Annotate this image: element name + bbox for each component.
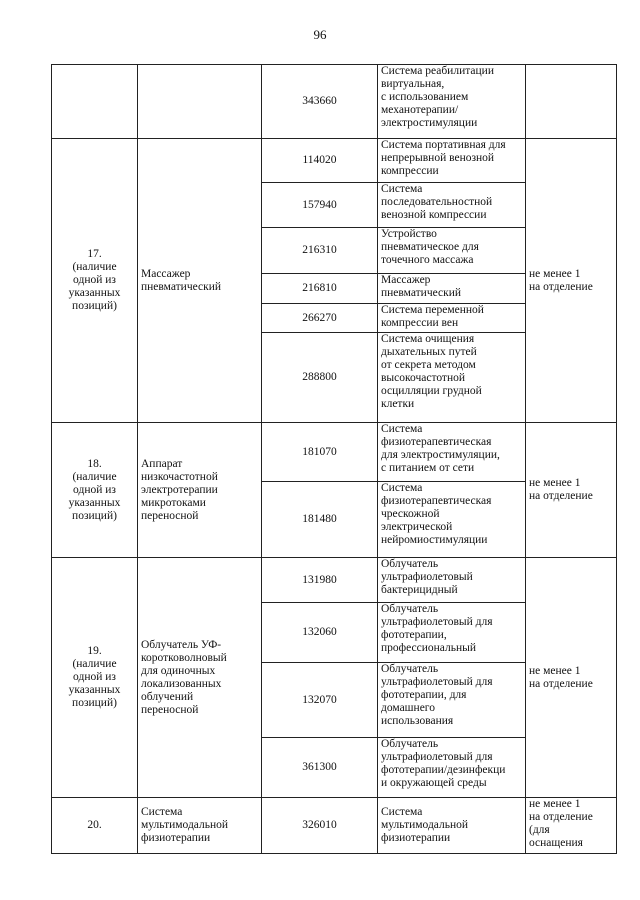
position-number-cell: [52, 65, 138, 139]
quantity-cell: не менее 1 на отделение: [526, 558, 617, 798]
quantity-cell: не менее 1 на отделение: [526, 139, 617, 423]
table-row: [52, 423, 617, 482]
position-number-cell: 18. (наличие одной из указанных позиций): [52, 423, 138, 558]
code-cell: 343660: [262, 65, 378, 139]
table-row: [52, 139, 617, 183]
position-number-cell: 17. (наличие одной из указанных позиций): [52, 139, 138, 423]
description-cell: Система мультимодальной физиотерапии: [378, 798, 526, 854]
code-cell: 181480: [262, 482, 378, 558]
code-cell: 181070: [262, 423, 378, 482]
table-row: [52, 65, 617, 139]
equipment-name-cell: [138, 65, 262, 139]
position-number-cell: 20.: [52, 798, 138, 854]
code-cell: 361300: [262, 738, 378, 798]
code-cell: 131980: [262, 558, 378, 603]
description-cell: Облучатель ультрафиолетовый бактерицидный: [378, 558, 526, 603]
description-cell: Система физиотерапевтическая для электростимуляции, с питанием от сети: [378, 423, 526, 482]
table-row: [52, 798, 617, 854]
code-cell: 157940: [262, 183, 378, 228]
equipment-name-cell: Массажер пневматический: [138, 139, 262, 423]
code-cell: 132070: [262, 663, 378, 738]
quantity-cell: [526, 65, 617, 139]
description-cell: Система последовательностной венозной компрессии: [378, 183, 526, 228]
quantity-cell: не менее 1 на отделение: [526, 423, 617, 558]
equipment-table: [51, 64, 617, 854]
code-cell: 132060: [262, 603, 378, 663]
equipment-name-cell: Система мультимодальной физиотерапии: [138, 798, 262, 854]
description-cell: Система портативная для непрерывной венозной компрессии: [378, 139, 526, 183]
description-cell: Система переменной компрессии вен: [378, 304, 526, 333]
equipment-name-cell: Аппарат низкочастотной электротерапии микротоками переносной: [138, 423, 262, 558]
code-cell: 216310: [262, 228, 378, 274]
code-cell: 288800: [262, 333, 378, 423]
description-cell: Облучатель ультрафиолетовый для фототерапии/дезинфекци и окружающей среды: [378, 738, 526, 798]
description-cell: Система физиотерапевтическая чрескожной электрической нейромиостимуляции: [378, 482, 526, 558]
code-cell: 216810: [262, 274, 378, 304]
table-row: [52, 558, 617, 603]
description-cell: Система очищения дыхательных путей от секрета методом высокочастотной осцилляции грудной клетки: [378, 333, 526, 423]
equipment-name-cell: Облучатель УФ- коротковолновый для одиночных локализованных облучений переносной: [138, 558, 262, 798]
position-number-cell: 19. (наличие одной из указанных позиций): [52, 558, 138, 798]
description-cell: Устройство пневматическое для точечного массажа: [378, 228, 526, 274]
code-cell: 114020: [262, 139, 378, 183]
description-cell: Облучатель ультрафиолетовый для фототерапии, профессиональный: [378, 603, 526, 663]
quantity-cell: не менее 1 на отделение (для оснащения: [526, 798, 617, 854]
description-cell: Массажер пневматический: [378, 274, 526, 304]
page-number: 96: [313, 27, 327, 42]
code-cell: 266270: [262, 304, 378, 333]
description-cell: Облучатель ультрафиолетовый для фототерапии, для домашнего использования: [378, 663, 526, 738]
code-cell: 326010: [262, 798, 378, 854]
description-cell: Система реабилитации виртуальная, с использованием механотерапии/ электростимуляции: [378, 65, 526, 139]
